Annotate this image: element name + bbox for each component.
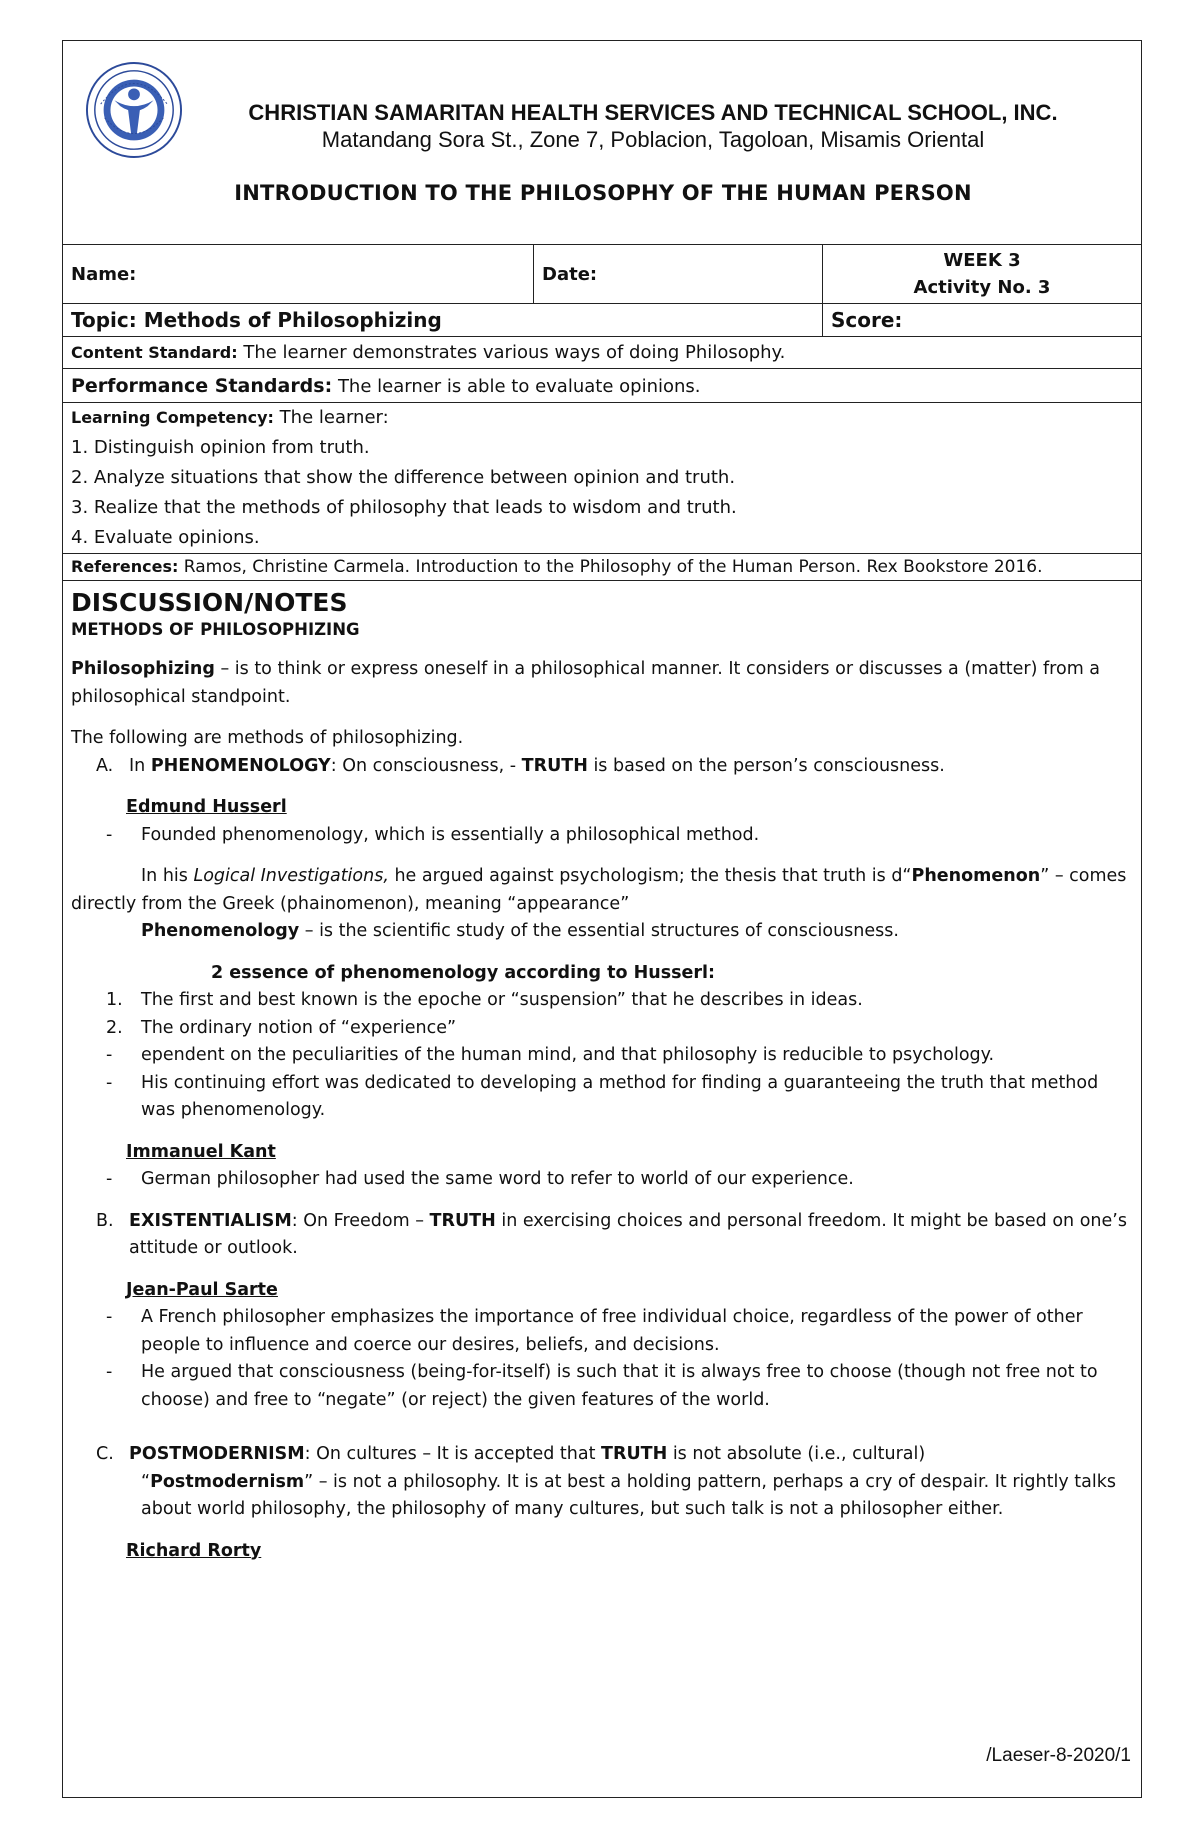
list-item: - He argued that consciousness (being-for-itself) is such that it is always free to choose (though not free not to choose) and free to “negate” (or reject) the given features of the world. (106, 1362, 1098, 1410)
discussion-subtitle: METHODS OF PHILOSOPHIZING (71, 620, 360, 639)
content-standard-text: The learner demonstrates various ways of doing Philosophy. (243, 342, 786, 363)
philosophizing-definition: Philosophizing – is to think or express oneself in a philosophical manner. It considers or discusses a (matter) from a philosophical standpoint. (71, 659, 1101, 707)
method-b-existentialism: B. EXISTENTIALISM: On Freedom – TRUTH in exercising choices and personal freedom. It might be based on one’s attitude or outlook. (96, 1210, 1127, 1258)
references-label: References: (71, 557, 179, 576)
activity-label: Activity No. 3 (913, 277, 1051, 298)
discussion-title: DISCUSSION/NOTES (71, 588, 348, 617)
week-cell (823, 245, 1142, 304)
method-a-phenomenology: A. In PHENOMENOLOGY: On consciousness, - TRUTH is based on the person’s consciousness. (96, 755, 945, 776)
content-standard-row (63, 337, 1142, 369)
school-seal-logo (85, 61, 183, 159)
person-richard-rorty: Richard Rorty (126, 1540, 262, 1561)
score-label: Score: (831, 308, 903, 332)
essence-title: 2 essence of phenomenology according to Husserl: (211, 962, 716, 983)
husserl-paragraph: In his Logical Investigations, he argued against psychologism; the thesis that truth is d“Phenomenon” – comes directly from the Greek (phainomenon), meaning “appearance” (71, 866, 1127, 914)
phenomenology-definition: Phenomenology – is the scientific study of the essential structures of consciousness. (141, 921, 899, 941)
list-item: - German philosopher had used the same word to refer to world of our experience. (106, 1169, 854, 1189)
competency-item: 2. Analyze situations that show the difference between opinion and truth. (71, 467, 736, 488)
school-name: CHRISTIAN SAMARITAN HEALTH SERVICES AND TECHNICAL SCHOOL, INC. (248, 100, 1058, 125)
person-immanuel-kant: Immanuel Kant (126, 1141, 276, 1162)
list-item: 1. The first and best known is the epoche or “suspension” that he describes in ideas. (106, 990, 863, 1010)
worksheet-page (62, 40, 1142, 1798)
list-item: - ependent on the peculiarities of the human mind, and that philosophy is reducible to psychology. (106, 1045, 995, 1065)
postmodernism-definition: “Postmodernism” – is not a philosophy. It is at best a holding pattern, perhaps a cry of despair. It rightly talks about world philosophy, the philosophy of many cultures, but such talk is not a philosopher either. (141, 1471, 1116, 1519)
school-address: Matandang Sora St., Zone 7, Poblacion, Tagoloan, Misamis Oriental (321, 127, 985, 152)
competency-item: 3. Realize that the methods of philosophy that leads to wisdom and truth. (71, 497, 737, 518)
list-item: - His continuing effort was dedicated to developing a method for finding a guaranteeing the truth that method was phenomenology. (106, 1072, 1099, 1120)
competency-item: 4. Evaluate opinions. (71, 527, 260, 548)
discussion-notes (71, 588, 1131, 1565)
topic-value: Methods of Philosophizing (143, 308, 442, 332)
person-edmund-husserl: Edmund Husserl (126, 797, 287, 817)
references-text: Ramos, Christine Carmela. Introduction to the Philosophy of the Human Person. Rex Bookstore 2016. (183, 557, 1043, 577)
references-row (63, 554, 1142, 581)
school-header (213, 99, 1093, 153)
topic-label: Topic: (71, 308, 137, 332)
page-footer-code: /Laeser-8-2020/1 (986, 1745, 1131, 1766)
performance-standards-label: Performance Standards: (71, 374, 333, 397)
score-cell[interactable] (823, 304, 1142, 337)
week-label: WEEK 3 (943, 250, 1021, 271)
learning-competency-label: Learning Competency: (71, 408, 274, 427)
methods-intro: The following are methods of philosophizing. (71, 728, 464, 748)
content-standard-label: Content Standard: (71, 343, 238, 362)
performance-standards-text: The learner is able to evaluate opinions. (337, 375, 701, 397)
method-c-postmodernism: C. POSTMODERNISM: On cultures – It is accepted that TRUTH is not absolute (i.e., cultural) (96, 1444, 926, 1464)
activity-header-table (62, 244, 1142, 581)
performance-standards-row (63, 369, 1142, 403)
name-cell[interactable]: Name: (63, 245, 534, 304)
date-cell[interactable]: Date: (534, 245, 823, 304)
list-item: - A French philosopher emphasizes the importance of free individual choice, regardless of the power of other people to influence and coerce our desires, beliefs, and decisions. (106, 1307, 1083, 1355)
topic-cell (63, 304, 823, 337)
list-item: - Founded phenomenology, which is essentially a philosophical method. (106, 824, 760, 845)
learning-competency-row: Learning Competency: The learner: 1. Distinguish opinion from truth. 2. Analyze situations that show the difference between opinion and truth. 3. Realize that the methods of philosophy that leads to wisdom and truth. 4. Evaluate opinions. (63, 403, 1142, 554)
person-jean-paul-sarte: Jean-Paul Sarte (126, 1279, 278, 1300)
subject-title: INTRODUCTION TO THE PHILOSOPHY OF THE HUMAN PERSON (234, 181, 972, 205)
competency-item: 1. Distinguish opinion from truth. (71, 437, 370, 458)
list-item: 2. The ordinary notion of “experience” (106, 1017, 457, 1038)
